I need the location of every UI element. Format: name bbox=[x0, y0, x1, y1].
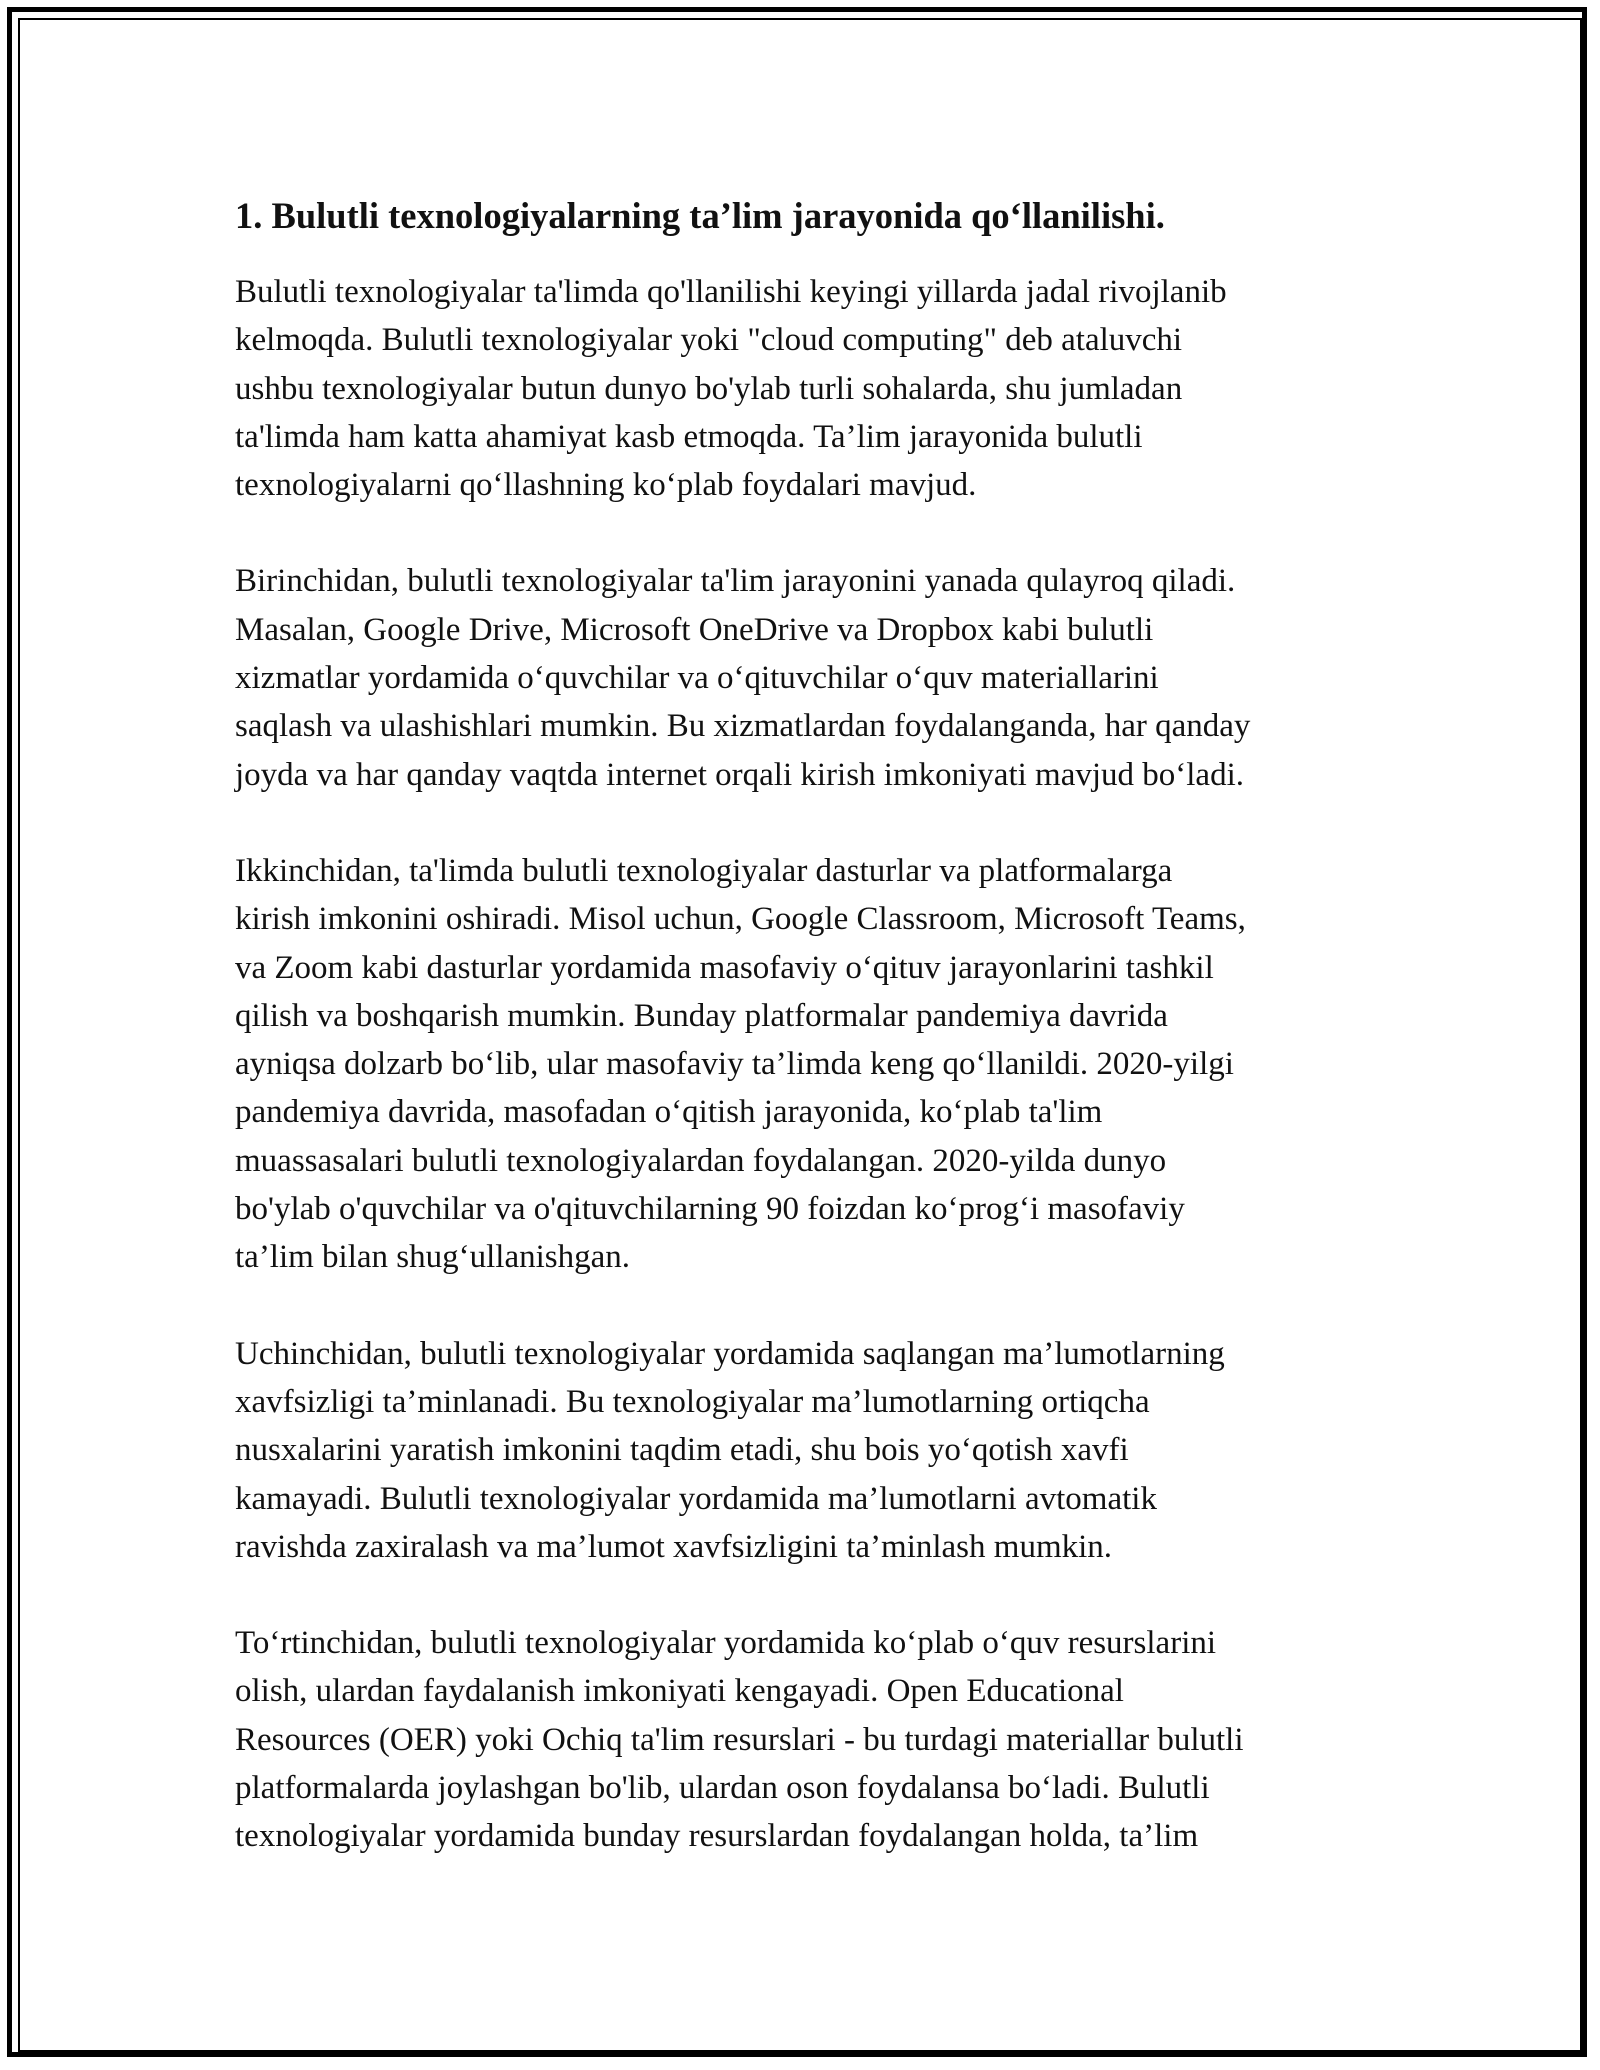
paragraph-line: kirish imkonini oshiradi. Misol uchun, Google Classroom, Microsoft Teams, bbox=[235, 901, 1246, 938]
paragraph-line: To‘rtinchidan, bulutli texnologiyalar yordamida ko‘plab o‘quv resurslarini bbox=[235, 1625, 1217, 1662]
paragraph-line: ta'limda ham katta ahamiyat kasb etmoqda. Ta’lim jarayonida bulutli bbox=[235, 418, 1143, 455]
paragraph-line: kelmoqda. Bulutli texnologiyalar yoki "cloud computing" deb ataluvchi bbox=[235, 322, 1183, 359]
paragraph-line: Bulutli texnologiyalar ta'limda qo'llanilishi keyingi yillarda jadal rivojlanib bbox=[235, 274, 1227, 310]
paragraph-line: Resources (OER) yoki Ochiq ta'lim resurslari - bu turdagi materiallar bulutli bbox=[235, 1721, 1244, 1758]
body-paragraph bbox=[235, 1330, 1375, 1571]
paragraph-line: olish, ulardan faydalanish imkoniyati kengayadi. Open Educational bbox=[235, 1673, 1124, 1710]
body-paragraph bbox=[235, 268, 1375, 509]
paragraph-line: Ikkinchidan, ta'limda bulutli texnologiyalar dasturlar va platformalarga bbox=[235, 852, 1173, 889]
body-paragraph bbox=[235, 847, 1375, 1282]
section-heading: 1. Bulutli texnologiyalarning ta’lim jarayonida qo‘llanilishi. bbox=[235, 195, 1165, 236]
paragraph-line: ayniqsa dolzarb bo‘lib, ular masofaviy ta’limda keng qo‘llanildi. 2020-yilgi bbox=[235, 1046, 1234, 1083]
paragraph-line: muassasalari bulutli texnologiyalardan foydalangan. 2020-yilda dunyo bbox=[235, 1142, 1167, 1179]
paragraph-line: xavfsizligi ta’minlanadi. Bu texnologiyalar ma’lumotlarning ortiqcha bbox=[235, 1383, 1150, 1420]
paragraphs-container bbox=[235, 268, 1375, 1861]
paragraph-line: nusxalarini yaratish imkonini taqdim etadi, shu bois yo‘qotish xavfi bbox=[235, 1432, 1129, 1469]
paragraph-line: texnologiyalarni qo‘llashning ko‘plab foydalari mavjud. bbox=[235, 467, 977, 504]
paragraph-line: pandemiya davrida, masofadan o‘qitish jarayonida, ko‘plab ta'lim bbox=[235, 1094, 1103, 1131]
paragraph-line: xizmatlar yordamida o‘quvchilar va o‘qituvchilar o‘quv materiallarini bbox=[235, 660, 1159, 697]
paragraph-line: texnologiyalar yordamida bunday resurslardan foydalangan holda, ta’lim bbox=[235, 1818, 1199, 1855]
paragraph-line: saqlash va ulashishlari mumkin. Bu xizmatlardan foydalanganda, har qanday bbox=[235, 708, 1251, 745]
body-paragraph bbox=[235, 557, 1375, 798]
paragraph-line: ravishda zaxiralash va ma’lumot xavfsizligini ta’minlash mumkin. bbox=[235, 1528, 1113, 1565]
body-paragraph bbox=[235, 1619, 1375, 1860]
paragraph-line: joyda va har qanday vaqtda internet orqali kirish imkoniyati mavjud bo‘ladi. bbox=[235, 756, 1244, 793]
paragraph-line: ushbu texnologiyalar butun dunyo bo'ylab turli sohalarda, shu jumladan bbox=[235, 370, 1183, 407]
paragraph-line: kamayadi. Bulutli texnologiyalar yordamida ma’lumotlarni avtomatik bbox=[235, 1480, 1157, 1517]
paragraph-line: va Zoom kabi dasturlar yordamida masofaviy o‘qituv jarayonlarini tashkil bbox=[235, 949, 1214, 986]
paragraph-line: qilish va boshqarish mumkin. Bunday platformalar pandemiya davrida bbox=[235, 997, 1168, 1034]
paragraph-line: Uchinchidan, bulutli texnologiyalar yordamida saqlangan ma’lumotlarning bbox=[235, 1335, 1225, 1372]
paragraph-line: bo'ylab o'quvchilar va o'qituvchilarning 90 foizdan ko‘prog‘i masofaviy bbox=[235, 1191, 1185, 1228]
paragraph-line: platformalarda joylashgan bo'lib, ulardan oson foydalansa bo‘ladi. Bulutli bbox=[235, 1770, 1210, 1807]
paragraph-line: Birinchidan, bulutli texnologiyalar ta'lim jarayonini yanada qulayroq qiladi. bbox=[235, 563, 1236, 600]
paragraph-line: ta’lim bilan shug‘ullanishgan. bbox=[235, 1239, 631, 1276]
document-body bbox=[235, 188, 1375, 1909]
paragraph-line: Masalan, Google Drive, Microsoft OneDrive va Dropbox kabi bulutli bbox=[235, 611, 1154, 648]
